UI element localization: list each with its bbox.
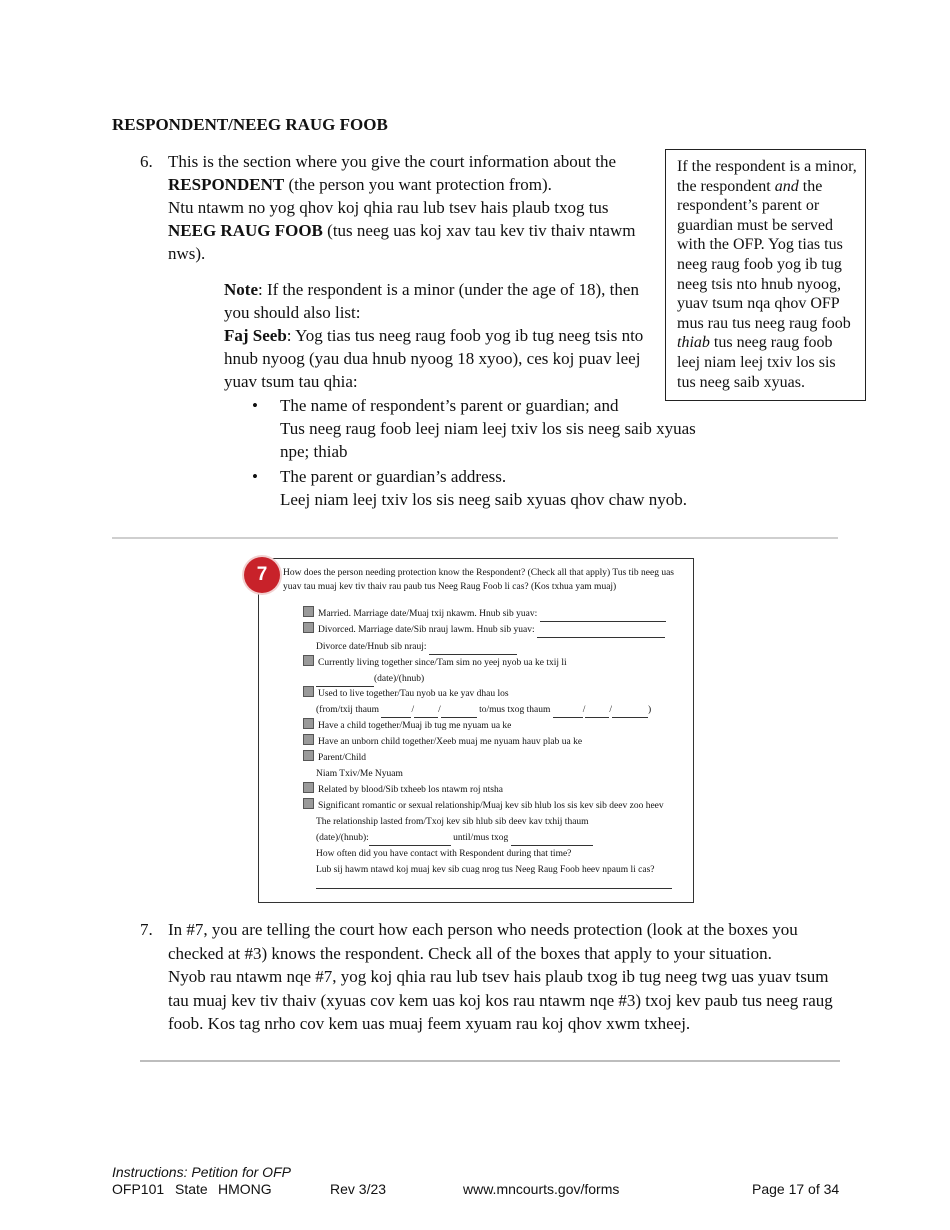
date-blank xyxy=(381,707,411,718)
to-label: to/mus txog thaum xyxy=(479,705,551,715)
bullet-en: The parent or guardian’s address. xyxy=(280,467,507,486)
divider xyxy=(112,537,838,539)
bullet-hm: Leej niam leej txiv los sis neeg saib xyuas qhov chaw nyob. xyxy=(280,490,687,509)
list-item xyxy=(252,465,722,511)
option-label: Significant romantic or sexual relationship/Muaj kev sib hlub los sis kev sib deev zoo heev xyxy=(318,801,664,811)
date-blank xyxy=(540,611,666,622)
option-label: Married. Marriage date/Muaj txij nkawm. Hnub sib yuav: xyxy=(318,609,538,619)
divorce-date-label: Divorce date/Hnub sib nrauj: xyxy=(316,642,427,652)
bullet-icon: • xyxy=(252,467,258,486)
option-label: Parent/Child xyxy=(318,753,367,763)
until-label: until/mus txog xyxy=(453,833,509,843)
checkbox[interactable] xyxy=(303,734,314,745)
option-living-together xyxy=(303,655,567,671)
option-label: Related by blood/Sib txheeb los ntawm roj ntsha xyxy=(318,785,503,795)
bullet-en: The name of respondent’s parent or guardian; and xyxy=(280,396,619,415)
note-label: Note xyxy=(224,280,258,299)
bullet-icon: • xyxy=(252,396,258,415)
date-blank xyxy=(585,707,609,718)
option-child xyxy=(303,718,511,734)
date-label: (date)/(hnub): xyxy=(316,833,369,843)
faj-seeb-label: Faj Seeb xyxy=(224,326,287,345)
faj-seeb-text: : Yog tias tus neeg raug foob yog ib tug neeg tsis nto hnub nyoog (yau dua hnub nyoog 18 xyoo), ces koj puav leej yuav tsum tau qhia: xyxy=(224,326,644,391)
item-7-hmong: Nyob rau ntawm nqe #7, yog koj qhia rau lub tsev hais plaub txog ib tug neeg twg uas yuav tsum tau muaj kev tiv thaiv (xyuas cov kem uas koj kos rau ntawm nqe #3) txoj kev paub tus neeg raug foob. Kos tag nrho cov kem uas muaj feem xyuam rau koj qhov xwm txheej. xyxy=(168,967,833,1033)
from-label: (from/txij thaum xyxy=(316,705,380,715)
item-6 xyxy=(140,150,650,265)
item-6-intro-bold: RESPONDENT xyxy=(168,175,285,194)
date-blank xyxy=(553,707,583,718)
divorce-date-line xyxy=(316,639,517,655)
option-label: Have a child together/Muaj ib tug me nyuam ua ke xyxy=(318,721,512,731)
callout-text-1: If the respondent is a minor, the respondent xyxy=(677,158,857,195)
item-7-english: In #7, you are telling the court how each person who needs protection (look at the boxes you checked at #3) knows the respondent. Check all of the boxes that apply to your situation. xyxy=(168,920,798,963)
item-6-intro-b: (the person you want protection from). xyxy=(284,175,552,194)
item-6-hmong-b: (tus neeg uas koj xav tau kev tiv thaiv ntawm nws). xyxy=(168,221,636,263)
relationship-dates-line xyxy=(316,830,593,846)
checkbox[interactable] xyxy=(303,750,314,761)
date-label: (date)/(hnub) xyxy=(374,674,425,684)
relationship-lasted: The relationship lasted from/Txoj kev sib hlub sib deev kav txhij thaum xyxy=(316,817,589,827)
parent-child-hmong: Niam Txiv/Me Nyuam xyxy=(316,769,403,779)
footer-state: State xyxy=(175,1181,208,1197)
item-7-number: 7. xyxy=(140,920,153,939)
checkbox[interactable] xyxy=(303,686,314,697)
bullet-list xyxy=(252,394,722,513)
footer-website[interactable]: www.mncourts.gov/forms xyxy=(463,1181,620,1197)
option-label: Used to live together/Tau nyob ua ke yav dhau los xyxy=(318,689,509,699)
option-label: Have an unborn child together/Xeeb muaj me nyuam hauv plab ua ke xyxy=(318,737,583,747)
answer-line xyxy=(316,888,672,889)
note-text: : If the respondent is a minor (under the age of 18), then you should also list: xyxy=(224,280,639,322)
footer-revision: Rev 3/23 xyxy=(330,1181,387,1197)
date-blank xyxy=(511,835,593,846)
item-7 xyxy=(140,918,845,1036)
list-item xyxy=(252,394,722,463)
option-parent-child xyxy=(303,750,366,766)
callout-text-3: tus neeg raug foob leej niam leej txiv los sis tus neeg saib xyuas. xyxy=(677,334,836,391)
footer-page-number: Page 17 of 34 xyxy=(752,1181,840,1197)
checkbox[interactable] xyxy=(303,606,314,617)
item-6-hmong-a: Ntu ntawm no yog qhov koj qhia rau lub tsev hais plaub txog tus xyxy=(168,198,609,217)
checkbox[interactable] xyxy=(303,798,314,809)
section-heading: RESPONDENT/NEEG RAUG FOOB xyxy=(112,115,388,134)
date-blank xyxy=(414,707,438,718)
option-unborn-child xyxy=(303,734,582,750)
checkbox[interactable] xyxy=(303,718,314,729)
footer-title: Instructions: Petition for OFP xyxy=(112,1164,291,1180)
form-excerpt-7 xyxy=(258,558,694,903)
date-blank xyxy=(612,707,648,718)
checkbox[interactable] xyxy=(303,622,314,633)
how-often-hmong: Lub sij hawm ntawd koj muaj kev sib cuag nrog tus Neeg Raug Foob heev npaum li cas? xyxy=(316,865,655,875)
step-7-badge: 7 xyxy=(244,557,280,593)
option-label: Divorced. Marriage date/Sib nrauj lawm. Hnub sib yuav: xyxy=(318,625,535,635)
minor-respondent-callout xyxy=(665,149,866,401)
callout-text-2: the respondent’s parent or guardian must be served with the OFP. Yog tias tus neeg raug foob yog ib tug neeg tsis nto hnub nyoog, yuav tsum nqa qhov OFP mus rau tus neeg raug foob xyxy=(677,177,851,332)
option-married xyxy=(303,606,666,622)
option-blood xyxy=(303,782,503,798)
footer-language: HMONG xyxy=(218,1181,272,1197)
divider xyxy=(140,1060,840,1062)
checkbox[interactable] xyxy=(303,782,314,793)
living-date-line xyxy=(316,671,424,687)
callout-italic-2: thiab xyxy=(677,334,710,352)
item-6-number: 6. xyxy=(140,152,153,171)
option-used-to-live xyxy=(303,686,509,702)
option-label: Currently living together since/Tam sim no yeej nyob ua ke txij li xyxy=(318,658,567,668)
date-blank xyxy=(441,707,477,718)
footer-form-code: OFP101 xyxy=(112,1181,165,1197)
date-blank xyxy=(369,835,451,846)
note-block xyxy=(224,278,654,393)
how-often-question: How often did you have contact with Respondent during that time? xyxy=(316,849,572,859)
item-6-hmong-bold: NEEG RAUG FOOB xyxy=(168,221,323,240)
checkbox[interactable] xyxy=(303,655,314,666)
from-to-line: (from/txij thaum / / to/mus txog thaum / / ) xyxy=(316,702,651,718)
item-6-intro-a: This is the section where you give the court information about the xyxy=(168,152,617,171)
form-question: How does the person needing protection know the Respondent? (Check all that apply) Tus tib neeg uas yuav tau muaj kev tiv thaiv rau paub tus Neeg Raug Foob li cas? (Kos txhua yam muaj) xyxy=(283,568,675,592)
callout-italic-1: and xyxy=(774,177,799,195)
option-divorced xyxy=(303,622,665,638)
date-blank xyxy=(429,644,517,655)
date-blank xyxy=(537,627,665,638)
bullet-hm: Tus neeg raug foob leej niam leej txiv los sis neeg saib xyuas npe; thiab xyxy=(280,419,696,461)
option-romantic xyxy=(303,798,664,814)
